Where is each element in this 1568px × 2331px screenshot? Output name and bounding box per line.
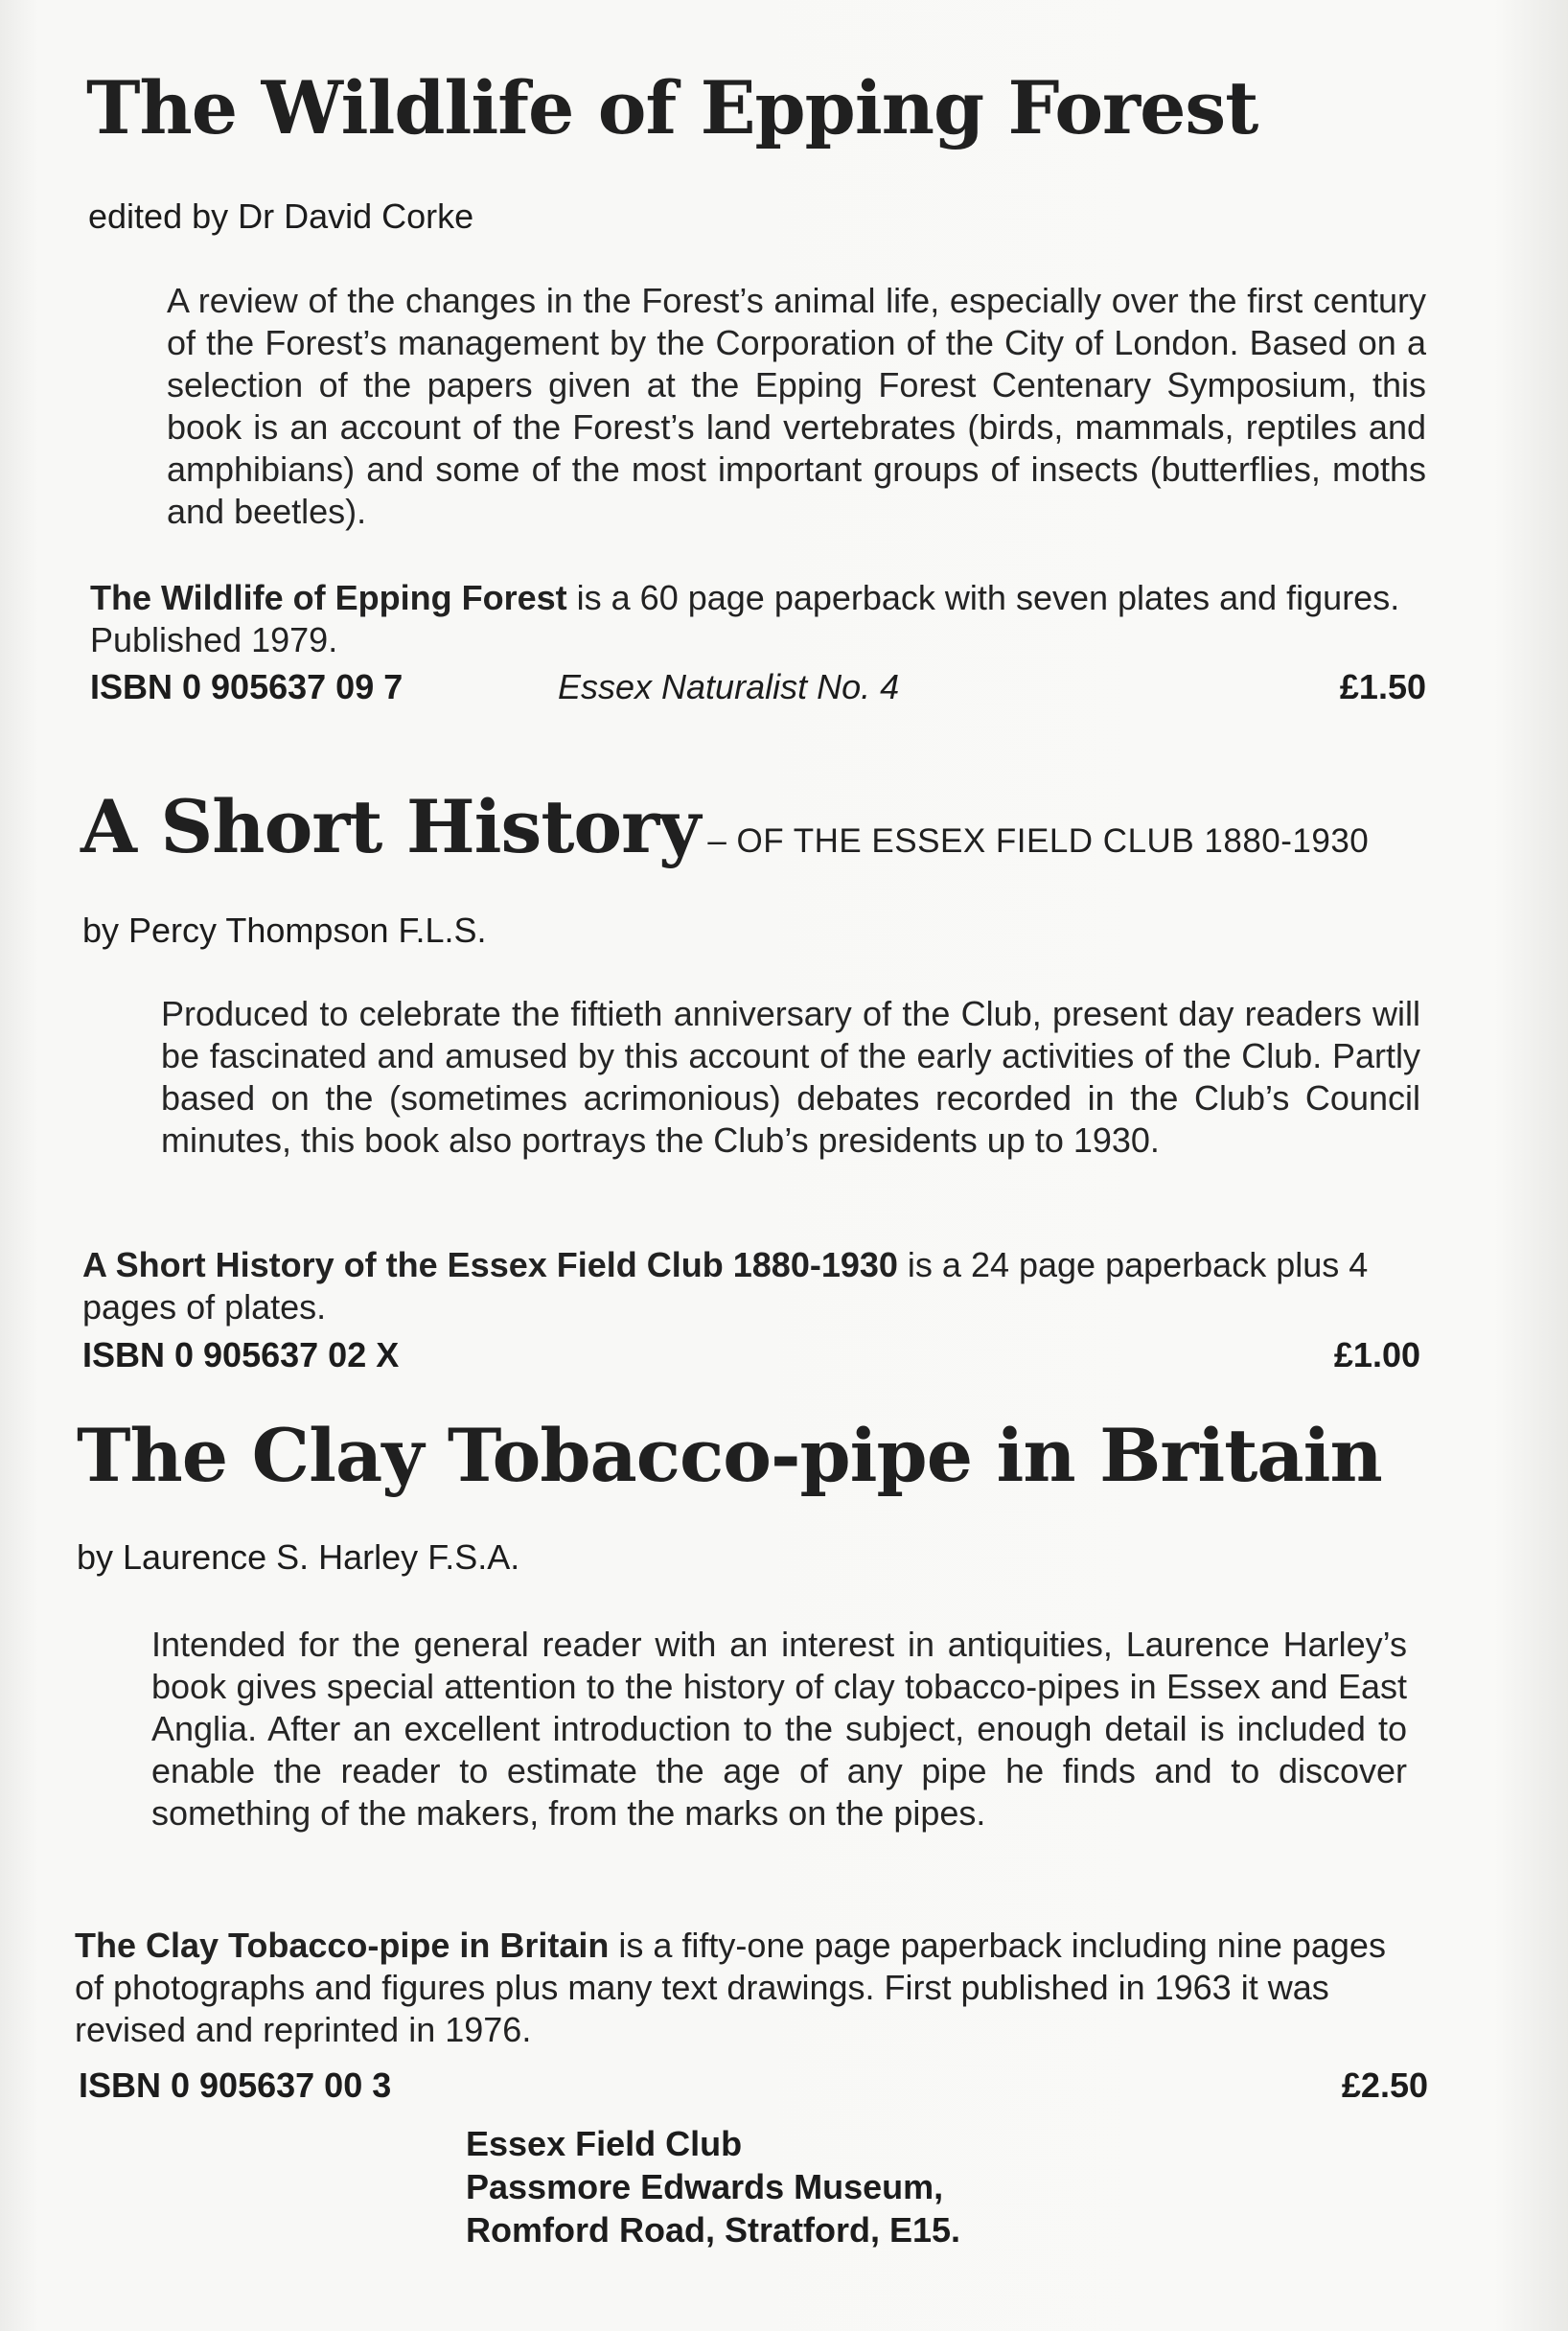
book-title xyxy=(81,784,1369,869)
address-line-3: Romford Road, Stratford, E15. xyxy=(466,2210,961,2250)
book-description: Produced to celebrate the fiftieth anniversary of the Club, present day readers will be fascinated and amused by this account of the early activities of the Club. Partly based on the (sometimes acrimonious) debates recorded in the Club’s Council minutes, this book also portrays the Club’s presidents up to 1930. xyxy=(161,994,1420,1160)
book-isbn-row xyxy=(90,666,1426,708)
publisher-address xyxy=(466,2122,960,2251)
book-description: Intended for the general reader with an interest in antiquities, Laurence Harley’s book gives special attention to the history of clay tobacco-pipes in Essex and East Anglia. After an excellent introduction to the subject, enough detail is included to enable the reader to estimate the age of any pipe he finds and to discover something of the makers, from the marks on the pipes. xyxy=(151,1625,1407,1833)
book-isbn-row xyxy=(79,2065,1428,2107)
book-price: £1.50 xyxy=(1339,667,1426,706)
book-details-title: A Short History of the Essex Field Club 1880-1930 xyxy=(82,1245,898,1284)
address-line-1: Essex Field Club xyxy=(466,2124,743,2163)
book-details xyxy=(90,577,1426,661)
book-details-title: The Clay Tobacco-pipe in Britain xyxy=(75,1926,610,1965)
book-details xyxy=(82,1244,1420,1328)
book-title: The Clay Tobacco-pipe in Britain xyxy=(77,1413,1382,1498)
book-isbn: ISBN 0 905637 02 X xyxy=(82,1335,400,1374)
book-title-suffix: – OF THE ESSEX FIELD CLUB 1880-1930 xyxy=(707,822,1370,860)
book-byline: by Percy Thompson F.L.S. xyxy=(82,911,487,950)
address-line-2: Passmore Edwards Museum, xyxy=(466,2167,944,2206)
book-description: A review of the changes in the Forest’s animal life, especially over the first century of the Forest’s management by the Corporation of the City of London. Based on a selection of the papers given at the Epping Forest Centenary Symposium, this book is an account of the Forest’s land vertebrates (birds, mammals, reptiles and amphibians) and some of the most important groups of insects (butterflies, moths and beetles). xyxy=(167,281,1426,531)
book-details-text: is a 60 page paperback with seven plates and figures. Published 1979. xyxy=(90,578,1400,659)
book-isbn: ISBN 0 905637 09 7 xyxy=(90,667,404,706)
book-price: £2.50 xyxy=(1341,2066,1428,2105)
book-isbn: ISBN 0 905637 00 3 xyxy=(79,2066,392,2105)
book-details xyxy=(75,1925,1407,2051)
book-price: £1.00 xyxy=(1333,1335,1420,1374)
book-details-title: The Wildlife of Epping Forest xyxy=(90,578,567,617)
book-details-text: is a 24 page paperback plus 4 pages of plates. xyxy=(82,1245,1369,1327)
book-details-text: is a fifty-one page paperback including nine pages of photographs and figures plus many text drawings. First published in 1963 it was revised and reprinted in 1976. xyxy=(75,1926,1386,2049)
book-title-main: A Short History xyxy=(81,784,701,869)
book-isbn-row xyxy=(82,1334,1420,1376)
book-byline: by Laurence S. Harley F.S.A. xyxy=(77,1537,520,1577)
book-byline: edited by Dr David Corke xyxy=(88,196,474,236)
book-title: The Wildlife of Epping Forest xyxy=(86,65,1258,150)
book-series: Essex Naturalist No. 4 xyxy=(558,667,900,706)
